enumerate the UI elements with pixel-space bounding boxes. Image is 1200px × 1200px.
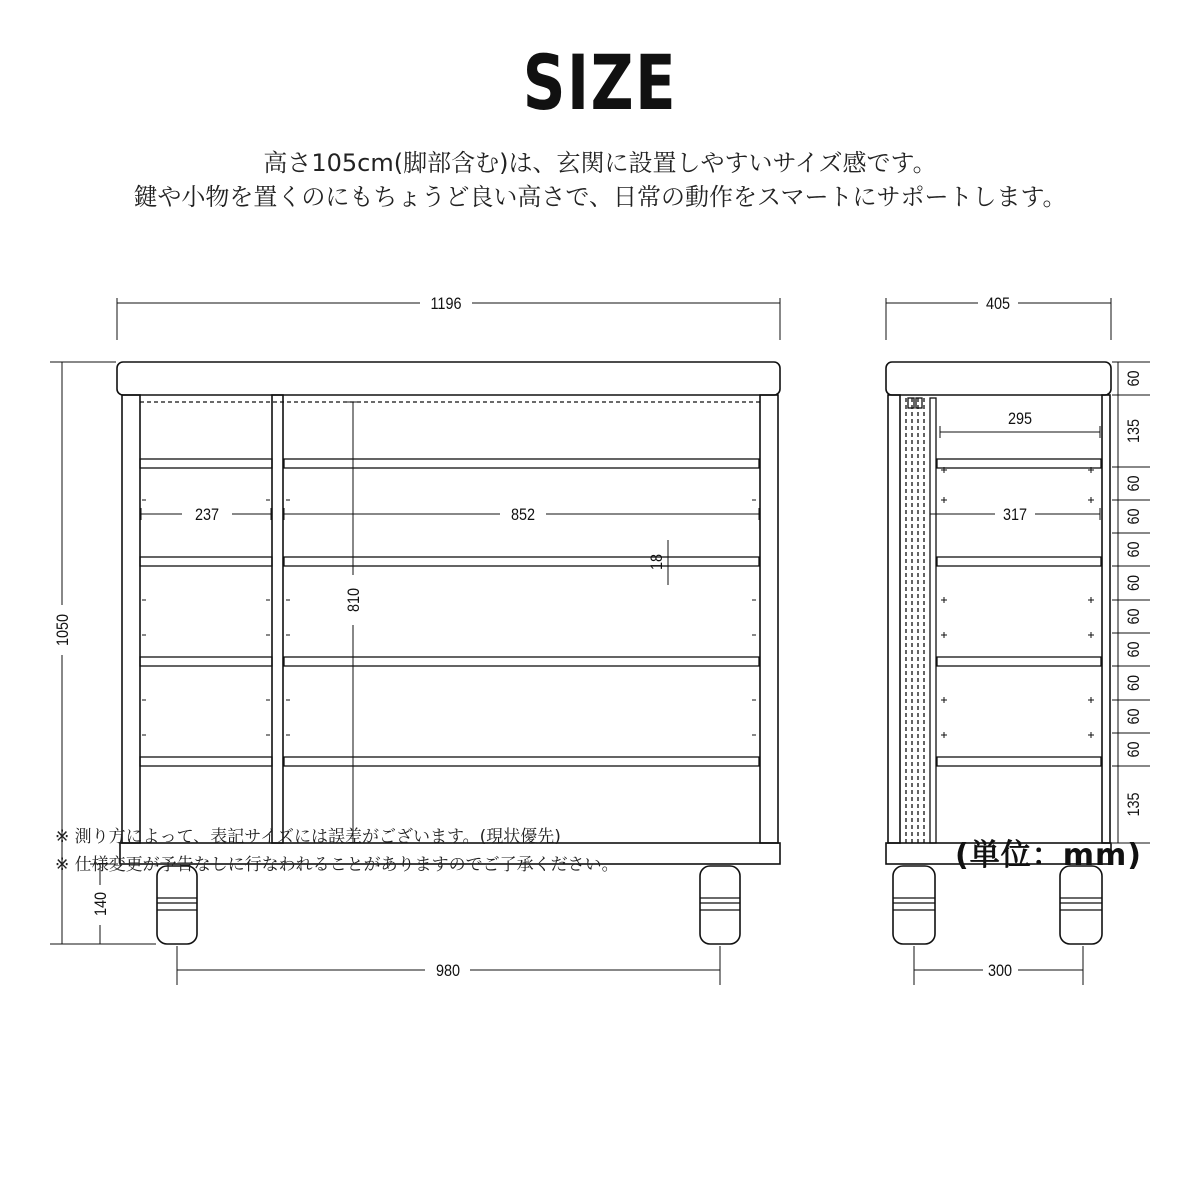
dim-vertical-segment: 135 (1124, 418, 1144, 444)
footer-note-measurement: ※ 測り方によって、表記サイズには誤差がございます。(現状優先) (55, 827, 561, 847)
dim-left-inner-width: 237 (194, 505, 220, 525)
dim-vertical-segment: 60 (1124, 574, 1144, 592)
dim-vertical-segment: 60 (1124, 674, 1144, 692)
dim-top-shelf-depth: 295 (1007, 409, 1033, 429)
dim-vertical-segment: 135 (1124, 792, 1144, 817)
dim-right-inner-width: 852 (510, 505, 536, 525)
dim-vertical-segment: 60 (1124, 708, 1144, 725)
side-dimension-labels (986, 295, 1143, 980)
front-dimension-lines (50, 298, 780, 985)
dim-front-leg-span: 980 (435, 961, 461, 981)
dim-vertical-segment: 60 (1124, 608, 1144, 625)
dim-front-height: 1050 (53, 613, 73, 647)
dim-inner-height: 810 (344, 587, 364, 613)
dim-vertical-segment: 60 (1124, 541, 1144, 558)
description-line-2: 鍵や小物を置くのにもちょうど良い高さで、日常の動作をスマートにサポートします。 (133, 183, 1067, 211)
dim-vertical-segment: 60 (1124, 641, 1144, 658)
description-line-1: 高さ105cm(脚部含む)は、玄関に設置しやすいサイズ感です。 (263, 149, 937, 177)
dim-shelf-thickness: 18 (647, 553, 667, 571)
dim-front-width: 1196 (430, 294, 462, 314)
vertical-segment-labels (1125, 370, 1143, 816)
unit-label: (単位：mm) (955, 838, 1142, 873)
footer-note-spec-change: ※ 仕様変更が予告なしに行なわれることがありますのでご了承ください。 (55, 855, 619, 875)
dim-vertical-segment: 60 (1124, 475, 1144, 492)
front-dimension-labels (54, 295, 666, 980)
dim-leg-height: 140 (91, 891, 111, 917)
dim-side-leg-span: 300 (987, 961, 1013, 981)
page-title: SIZE (522, 38, 678, 127)
dim-vertical-segment: 60 (1124, 370, 1144, 387)
dim-shelf-depth: 317 (1002, 505, 1028, 525)
dim-side-depth: 405 (985, 294, 1011, 314)
dim-vertical-segment: 60 (1124, 508, 1144, 525)
dim-vertical-segment: 60 (1124, 741, 1144, 758)
